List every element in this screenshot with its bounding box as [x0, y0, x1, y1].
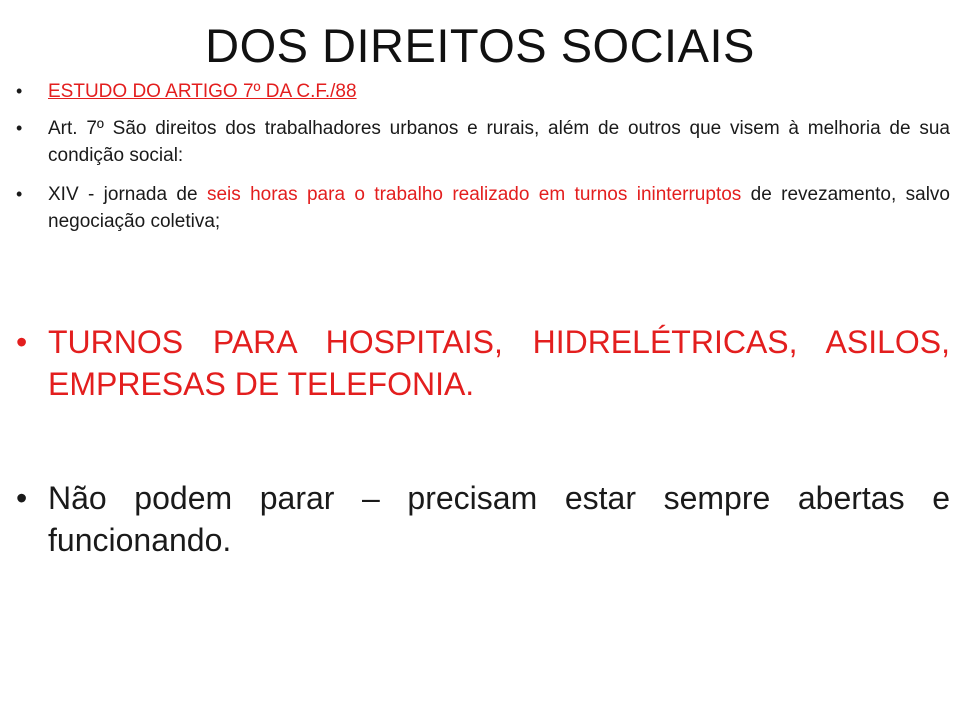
slide-title: DOS DIREITOS SOCIAIS: [205, 19, 755, 72]
bullet-item-cannot-stop: [14, 477, 950, 561]
bullet-text-before: XIV - jornada de: [48, 184, 207, 205]
bullet-item-article-7: [14, 115, 950, 169]
bullet-item-xiv: [14, 181, 950, 235]
bullet-dot-icon: •: [16, 324, 28, 360]
bullet-text: ESTUDO DO ARTIGO 7º DA C.F./88: [48, 81, 357, 102]
bullet-text: Não podem parar – precisam estar sempre abertas e funcionando.: [48, 480, 950, 558]
bullet-text-after: de revezamento, salvo negociação coletiva;: [48, 184, 950, 232]
bullet-dot-icon: •: [16, 184, 23, 204]
bullet-dot-icon: •: [16, 480, 28, 516]
bullet-dot-icon: •: [16, 81, 23, 101]
bullet-list: [14, 78, 950, 561]
bullet-text-highlight: seis horas para o trabalho realizado em turnos ininterruptos: [206, 184, 742, 205]
bullet-text: TURNOS PARA HOSPITAIS, HIDRELÉTRICAS, ASILOS, EMPRESAS DE TELEFONIA.: [48, 324, 950, 402]
bullet-item-article-study: [14, 78, 950, 105]
bullet-text: Art. 7º São direitos dos trabalhadores urbanos e rurais, além de outros que visem à melhoria de sua condição social:: [48, 118, 950, 166]
bullet-dot-icon: •: [16, 118, 23, 138]
bullet-item-shifts: [14, 321, 950, 405]
